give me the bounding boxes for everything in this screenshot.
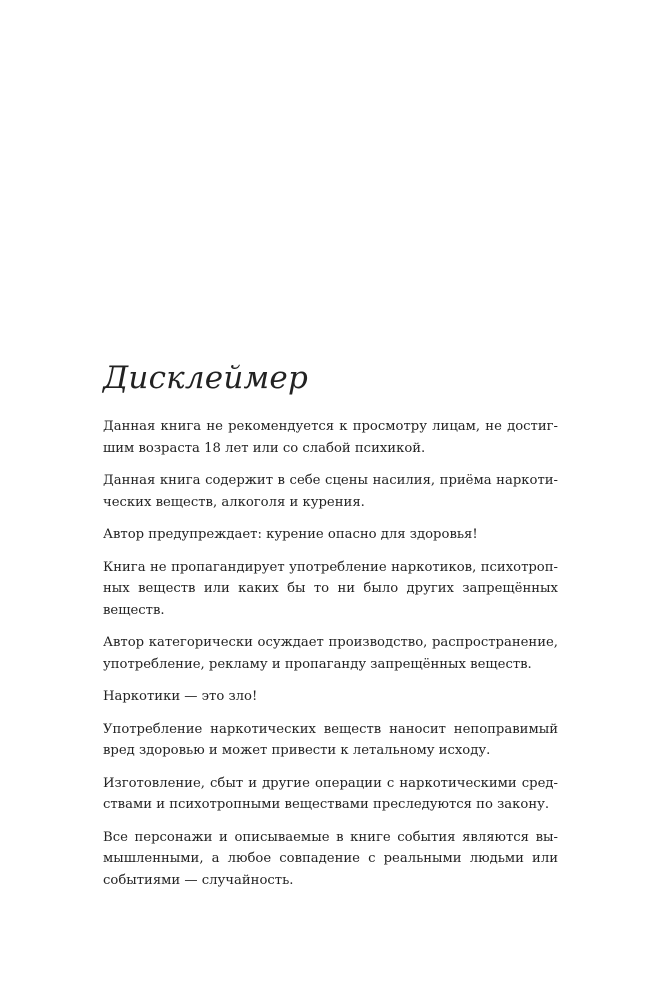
paragraph	[103, 470, 558, 513]
text-line: Данная книга содержит в себе сцены насилия, приёма наркоти-	[103, 473, 558, 488]
paragraph	[103, 686, 558, 708]
text-line: событиями — случайность.	[103, 872, 294, 888]
paragraph	[103, 524, 558, 546]
text-line: употребление, рекламу и пропаганду запрещённых веществ.	[103, 656, 532, 672]
text-line: веществ.	[103, 602, 165, 618]
disclaimer-text	[103, 416, 558, 891]
text-line: Все персонажи и описываемые в книге события являются вы-	[103, 829, 558, 845]
text-line: вред здоровью и может привести к летальному исходу.	[103, 743, 491, 758]
text-line: Наркотики — это зло!	[103, 689, 258, 704]
text-line: Употребление наркотических веществ наносит непоправимый	[103, 721, 558, 737]
paragraph	[103, 827, 558, 892]
text-line: ствами и психотропными веществами преследуются по закону.	[103, 797, 550, 812]
paragraph	[103, 719, 558, 762]
page-title: Дисклеймер	[103, 360, 308, 396]
text-line: Изготовление, сбыт и другие операции с наркотическими сред-	[103, 775, 558, 791]
text-line: Автор предупреждает: курение опасно для здоровья!	[103, 527, 478, 542]
paragraph	[103, 416, 558, 459]
disclaimer-section	[103, 358, 558, 902]
text-line: шим возраста 18 лет или со слабой психикой.	[103, 440, 426, 456]
text-line: Автор категорически осуждает производство, распространение,	[103, 635, 558, 650]
text-line: ческих веществ, алкоголя и курения.	[103, 494, 365, 510]
paragraph	[103, 557, 558, 622]
paragraph	[103, 773, 558, 816]
paragraph	[103, 632, 558, 675]
text-line: Книга не пропагандирует употребление наркотиков, психотроп-	[103, 559, 558, 575]
text-line: Данная книга не рекомендуется к просмотру лицам, не достиг-	[103, 419, 558, 434]
text-line: ных веществ или каких бы то ни было других запрещённых	[103, 581, 558, 596]
text-line: мышленными, а любое совпадение с реальными людьми или	[103, 851, 558, 866]
